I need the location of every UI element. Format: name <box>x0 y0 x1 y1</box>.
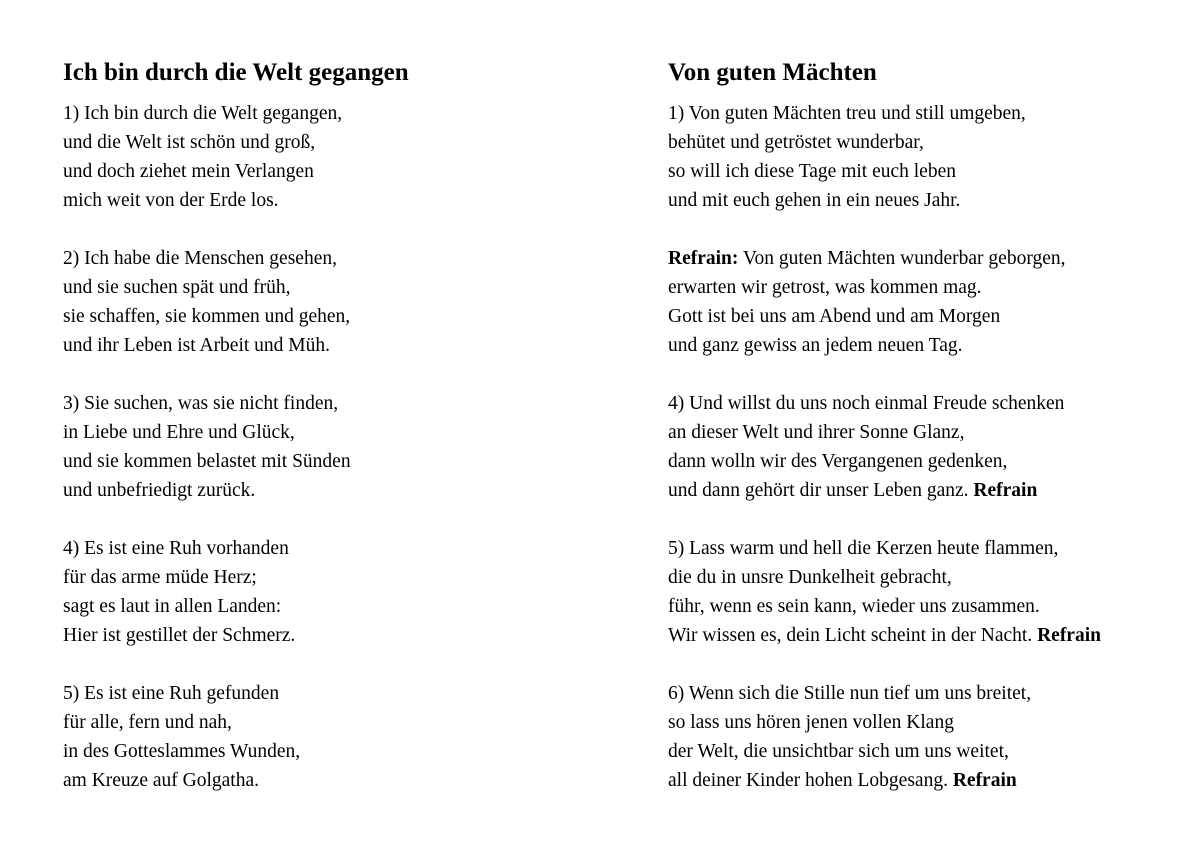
refrain-label: Refrain <box>1037 625 1101 646</box>
stanza <box>668 99 1178 215</box>
lyric-text: für alle, fern und nah, <box>63 712 232 733</box>
lyric-text: und unbefriedigt zurück. <box>63 480 256 501</box>
lyric-line <box>668 766 1178 795</box>
lyric-line <box>668 708 1178 737</box>
lyric-text: Gott ist bei uns am Abend und am Morgen <box>668 306 1001 327</box>
lyric-text: dann wolln wir des Vergangenen gedenken, <box>668 451 1008 472</box>
lyric-text: und mit euch gehen in ein neues Jahr. <box>668 190 961 211</box>
lyric-text: Von guten Mächten wunderbar geborgen, <box>738 248 1066 269</box>
lyric-line <box>668 447 1178 476</box>
lyric-line <box>668 244 1178 273</box>
lyric-text: erwarten wir getrost, was kommen mag. <box>668 277 982 298</box>
stanza <box>63 534 633 650</box>
lyric-line <box>63 447 633 476</box>
lyric-text: am Kreuze auf Golgatha. <box>63 770 259 791</box>
lyric-line <box>668 592 1178 621</box>
lyric-text: Wir wissen es, dein Licht scheint in der Nacht. <box>668 625 1038 646</box>
lyric-text: die du in unsre Dunkelheit gebracht, <box>668 567 952 588</box>
stanza <box>63 99 633 215</box>
lyric-text: mich weit von der Erde los. <box>63 190 279 211</box>
stanza <box>668 389 1178 505</box>
lyric-line <box>668 621 1178 650</box>
lyric-line <box>63 331 633 360</box>
lyric-line <box>63 128 633 157</box>
lyric-line <box>668 186 1178 215</box>
lyric-text: in Liebe und Ehre und Glück, <box>63 422 295 443</box>
lyric-line <box>668 302 1178 331</box>
lyric-line <box>63 534 633 563</box>
lyric-line <box>668 99 1178 128</box>
lyric-text: sie schaffen, sie kommen und gehen, <box>63 306 351 327</box>
lyric-line <box>668 563 1178 592</box>
lyric-text: 5) Lass warm und hell die Kerzen heute flammen, <box>668 538 1059 559</box>
lyric-text: 1) Von guten Mächten treu und still umgeben, <box>668 103 1026 124</box>
lyric-text: 4) Und willst du uns noch einmal Freude schenken <box>668 393 1065 414</box>
lyric-line <box>63 563 633 592</box>
lyric-text: 3) Sie suchen, was sie nicht finden, <box>63 393 339 414</box>
lyric-line <box>668 534 1178 563</box>
lyric-text: und sie kommen belastet mit Sünden <box>63 451 351 472</box>
lyric-line <box>63 708 633 737</box>
lyric-text: für das arme müde Herz; <box>63 567 257 588</box>
lyric-line <box>668 679 1178 708</box>
lyric-text: 5) Es ist eine Ruh gefunden <box>63 683 280 704</box>
stanza <box>63 389 633 505</box>
stanza <box>668 244 1178 360</box>
song-title: Von guten Mächten <box>668 59 877 86</box>
lyric-line <box>63 766 633 795</box>
lyric-line <box>63 621 633 650</box>
lyric-text: 4) Es ist eine Ruh vorhanden <box>63 538 289 559</box>
lyric-line <box>668 418 1178 447</box>
lyric-text: und dann gehört dir unser Leben ganz. <box>668 480 974 501</box>
lyric-line <box>63 476 633 505</box>
lyric-text: 2) Ich habe die Menschen gesehen, <box>63 248 337 269</box>
lyric-line <box>668 476 1178 505</box>
lyric-text: und doch ziehet mein Verlangen <box>63 161 314 182</box>
lyric-line <box>63 418 633 447</box>
stanza-list <box>63 99 633 795</box>
lyric-line <box>63 273 633 302</box>
stanza <box>63 679 633 795</box>
lyric-text: und die Welt ist schön und groß, <box>63 132 316 153</box>
lyric-line <box>668 157 1178 186</box>
lyric-text: 6) Wenn sich die Stille nun tief um uns breitet, <box>668 683 1032 704</box>
lyric-text: führ, wenn es sein kann, wieder uns zusammen. <box>668 596 1040 617</box>
lyric-line <box>63 99 633 128</box>
lyric-line <box>668 737 1178 766</box>
lyric-text: behütet und getröstet wunderbar, <box>668 132 924 153</box>
lyric-line <box>63 302 633 331</box>
song-column-right <box>668 58 1178 824</box>
song-title: Ich bin durch die Welt gegangen <box>63 59 409 86</box>
lyric-text: und ganz gewiss an jedem neuen Tag. <box>668 335 963 356</box>
lyric-line <box>668 273 1178 302</box>
stanza <box>668 534 1178 650</box>
lyric-line <box>63 157 633 186</box>
lyric-text: so lass uns hören jenen vollen Klang <box>668 712 954 733</box>
lyric-line <box>668 331 1178 360</box>
lyric-line <box>63 186 633 215</box>
lyric-line <box>63 679 633 708</box>
lyric-line <box>668 128 1178 157</box>
lyric-text: in des Gotteslammes Wunden, <box>63 741 301 762</box>
lyric-text: so will ich diese Tage mit euch leben <box>668 161 956 182</box>
refrain-label: Refrain <box>952 770 1017 791</box>
lyric-line <box>63 389 633 418</box>
lyric-line <box>63 592 633 621</box>
song-column-left <box>63 58 633 824</box>
lyric-text: Hier ist gestillet der Schmerz. <box>63 625 296 646</box>
lyric-text: all deiner Kinder hohen Lobgesang. <box>668 770 953 791</box>
lyric-text: 1) Ich bin durch die Welt gegangen, <box>63 103 343 124</box>
lyric-line <box>63 737 633 766</box>
lyric-text: sagt es laut in allen Landen: <box>63 596 282 617</box>
lyric-line <box>63 244 633 273</box>
stanza-list <box>668 99 1178 795</box>
lyric-text: und sie suchen spät und früh, <box>63 277 291 298</box>
stanza <box>63 244 633 360</box>
lyric-text: und ihr Leben ist Arbeit und Müh. <box>63 335 331 356</box>
lyric-line <box>668 389 1178 418</box>
refrain-label: Refrain: <box>668 248 739 269</box>
lyric-text: der Welt, die unsichtbar sich um uns weitet, <box>668 741 1009 762</box>
lyric-text: an dieser Welt und ihrer Sonne Glanz, <box>668 422 965 443</box>
refrain-label: Refrain <box>973 480 1038 501</box>
stanza <box>668 679 1178 795</box>
